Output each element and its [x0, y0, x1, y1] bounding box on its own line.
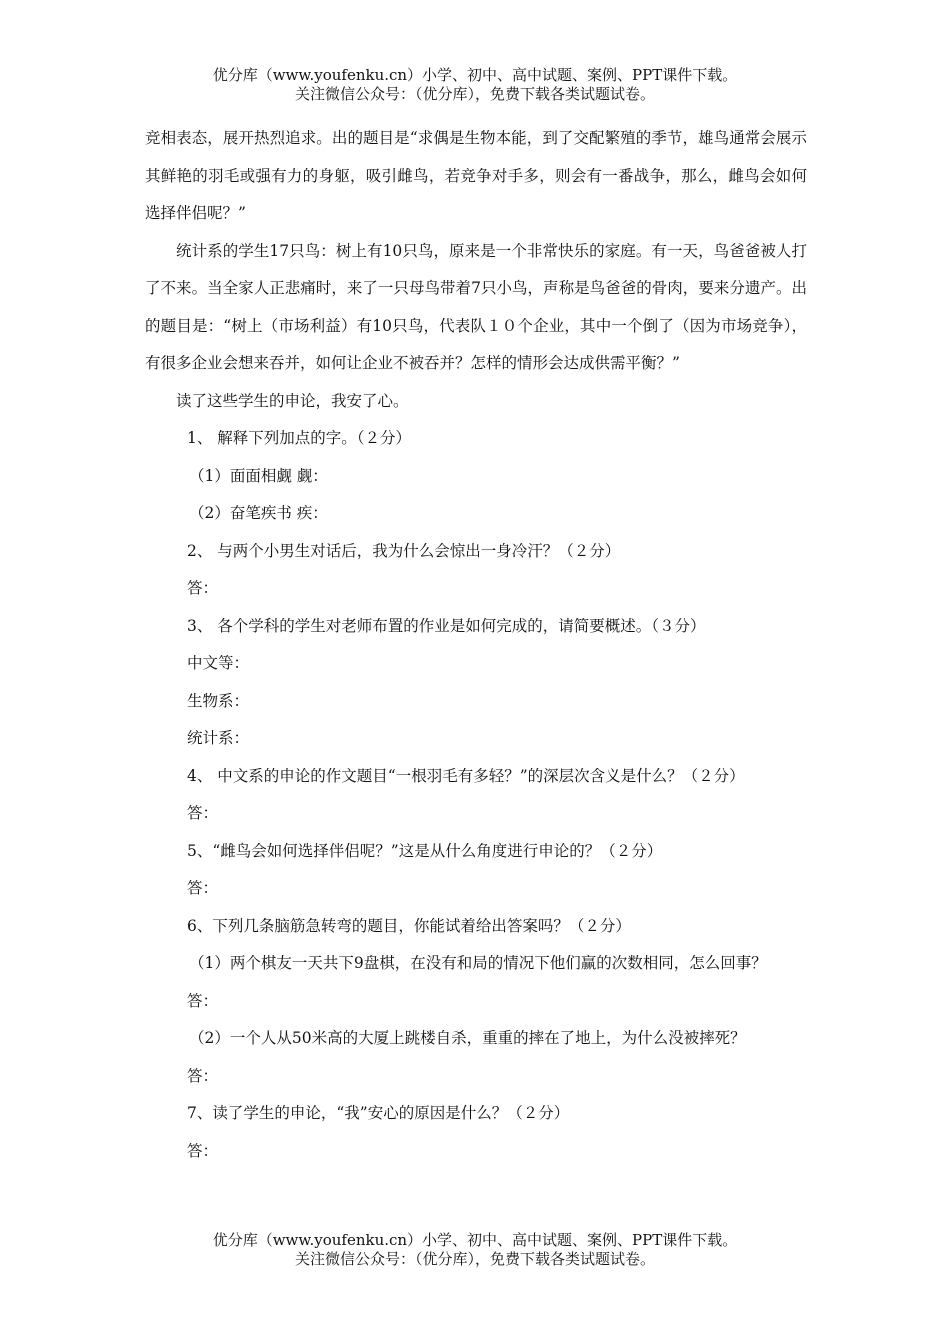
question-6: 6、下列几条脑筋急转弯的题目，你能试着给出答案吗？（２分）	[187, 916, 631, 935]
question-1: 1、 解释下列加点的字。（２分）	[187, 429, 412, 447]
answer-label: 答：	[187, 991, 219, 1010]
footer-line-1: 优分库（www.youfenku.cn）小学、初中、高中试题、案例、PPT课件下载。	[212, 1231, 738, 1249]
question-5: 5、“雌鸟会如何选择伴侣呢？”这是从什么角度进行申论的？（２分）	[187, 841, 663, 860]
question-1-item-1: （1）面面相觑 觑：	[189, 466, 328, 485]
answer-label: 答：	[187, 1066, 219, 1085]
answer-label: 答：	[187, 1141, 219, 1160]
document-body	[145, 120, 807, 1170]
question-1-item-2: （2）奋笔疾书 疾：	[189, 504, 328, 522]
answer-label: 答：	[187, 804, 219, 822]
answer-label: 答：	[187, 579, 219, 597]
answer-label: 答：	[187, 879, 219, 897]
question-7: 7、读了学生的申论，“我”安心的原因是什么？（２分）	[187, 1104, 570, 1122]
question-3-chinese: 中文等：	[187, 654, 250, 672]
question-3-biology: 生物系：	[187, 691, 250, 710]
paragraph-conclusion: 读了这些学生的申论，我安了心。	[176, 391, 409, 410]
header-line-1: 优分库（www.youfenku.cn）小学、初中、高中试题、案例、PPT课件下载。	[212, 66, 738, 84]
page-header	[0, 66, 950, 104]
question-4: 4、 中文系的申论的作文题目“一根羽毛有多轻？”的深层次含义是什么？（２分）	[187, 766, 745, 785]
paragraph-statistics-topic: 统计系的学生17只鸟：树上有10只鸟，原来是一个非常快乐的家庭。有一天，鸟爸爸被人打了不来。当全家人正悲痛时，来了一只母鸟带着7只小鸟，声称是鸟爸爸的骨肉，要来分遗产。出的题目是：“树上（市场利益）有10只鸟，代表队１０个企业，其中一个倒了（因为市场竞争），有很多企业会想来吞并，如何让企业不被吞并？怎样的情形会达成供需平衡？”	[145, 241, 807, 372]
header-line-2: 关注微信公众号：（优分库），免费下载各类试题试卷。	[294, 85, 655, 103]
footer-line-2: 关注微信公众号：（优分库），免费下载各类试题试卷。	[294, 1250, 655, 1268]
paragraph-biology-topic: 竞相表态，展开热烈追求。出的题目是“求偶是生物本能，到了交配繁殖的季节，雄鸟通常会展示其鲜艳的羽毛或强有力的身躯，吸引雌鸟，若竞争对手多，则会有一番战争，那么，雌鸟会如何选择伴侣呢？”	[145, 129, 807, 222]
question-3: 3、 各个学科的学生对老师布置的作业是如何完成的，请简要概述。（３分）	[187, 616, 706, 635]
question-2: 2、 与两个小男生对话后，我为什么会惊出一身冷汗？（２分）	[187, 541, 621, 560]
page-footer	[0, 1231, 950, 1269]
question-3-statistics: 统计系：	[187, 729, 250, 747]
question-6-item-1: （1）两个棋友一天共下9盘棋，在没有和局的情况下他们赢的次数相同，怎么回事？	[189, 954, 767, 972]
question-6-item-2: （2）一个人从50米高的大厦上跳楼自杀，重重的摔在了地上，为什么没被摔死？	[189, 1029, 746, 1047]
